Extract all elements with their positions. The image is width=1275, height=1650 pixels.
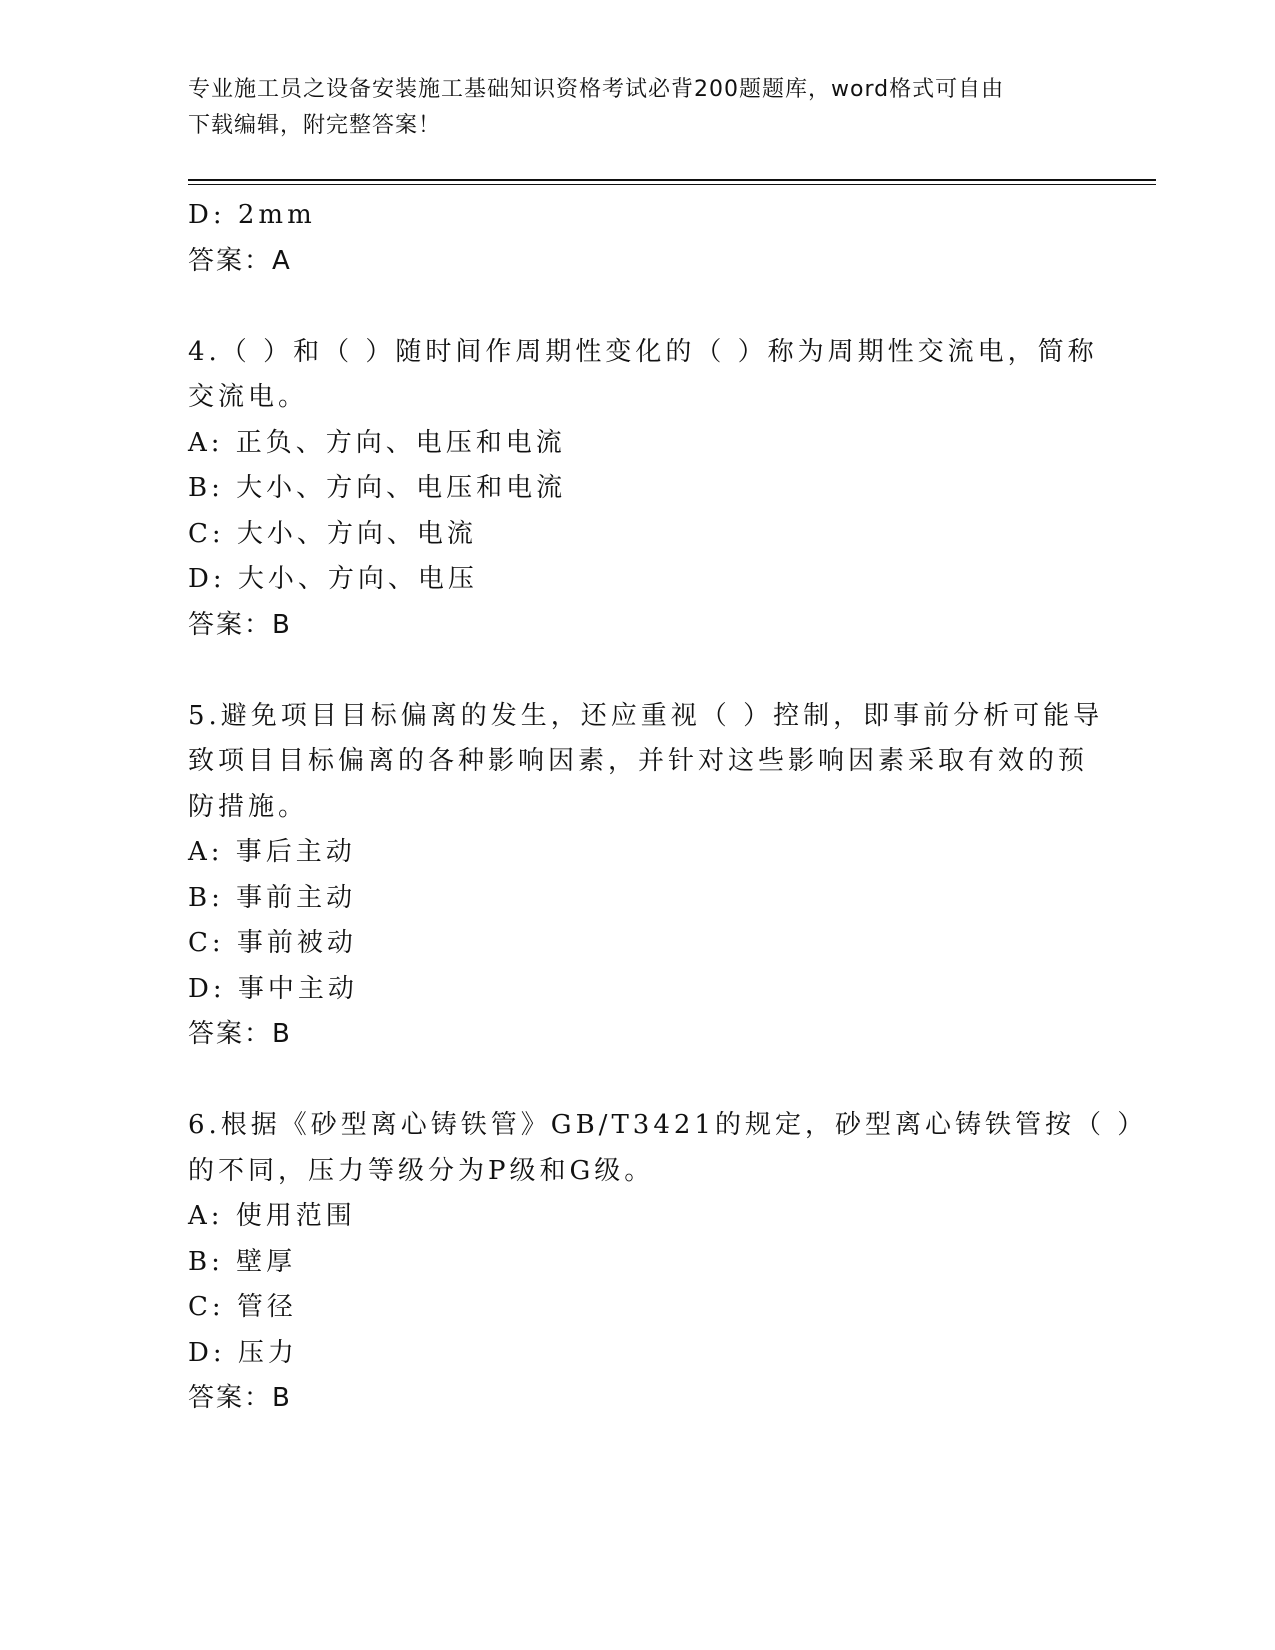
option-a: A: 正负、方向、电压和电流 — [188, 427, 566, 458]
option-d: D: 2mm — [188, 200, 316, 230]
option-b: B: 大小、方向、电压和电流 — [188, 473, 567, 503]
question-6 — [188, 1103, 1148, 1422]
answer-line: 答案：B — [188, 1019, 292, 1049]
question-stem-line: 防措施。 — [188, 791, 309, 822]
header-line-1: 专业施工员之设备安装施工基础知识资格考试必背200题题库，word格式可自由 — [188, 77, 1005, 102]
header-rule-thick — [188, 179, 1156, 181]
question-stem-line: 4.（ ）和（ ）随时间作周期性变化的（ ）称为周期性交流电，简称 — [188, 336, 1098, 367]
option-d: D: 事中主动 — [188, 973, 358, 1004]
option-d: D: 大小、方向、电压 — [188, 564, 478, 594]
option-c: C: 事前被动 — [188, 928, 357, 958]
answer-line: 答案：B — [188, 1383, 292, 1413]
question-content — [188, 193, 1148, 1422]
question-5 — [188, 694, 1104, 1058]
header-rule-thin — [188, 184, 1156, 185]
previous-question-tail — [188, 193, 1088, 284]
header-line-2: 下载编辑，附完整答案！ — [188, 113, 442, 138]
option-a: A: 使用范围 — [188, 1201, 356, 1231]
option-d: D: 压力 — [188, 1337, 298, 1368]
page-header — [188, 72, 1088, 144]
question-stem-line: 交流电。 — [188, 382, 309, 412]
option-a: A: 事后主动 — [188, 837, 356, 867]
option-c: C: 大小、方向、电流 — [188, 518, 477, 549]
question-4 — [188, 330, 1098, 649]
option-c: C: 管径 — [188, 1292, 297, 1322]
answer-line: 答案：B — [188, 609, 292, 640]
option-b: B: 壁厚 — [188, 1246, 297, 1277]
question-stem-line: 6.根据《砂型离心铸铁管》GB/T3421的规定，砂型离心铸铁管按（ ） — [188, 1110, 1148, 1140]
question-stem-line: 致项目目标偏离的各种影响因素，并针对这些影响因素采取有效的预 — [188, 746, 1089, 776]
option-b: B: 事前主动 — [188, 882, 357, 913]
question-stem-line: 的不同，压力等级分为P级和G级。 — [188, 1155, 655, 1186]
question-stem-line: 5.避免项目目标偏离的发生，还应重视（ ）控制，即事前分析可能导 — [188, 700, 1104, 731]
answer-line: 答案：A — [188, 245, 292, 276]
